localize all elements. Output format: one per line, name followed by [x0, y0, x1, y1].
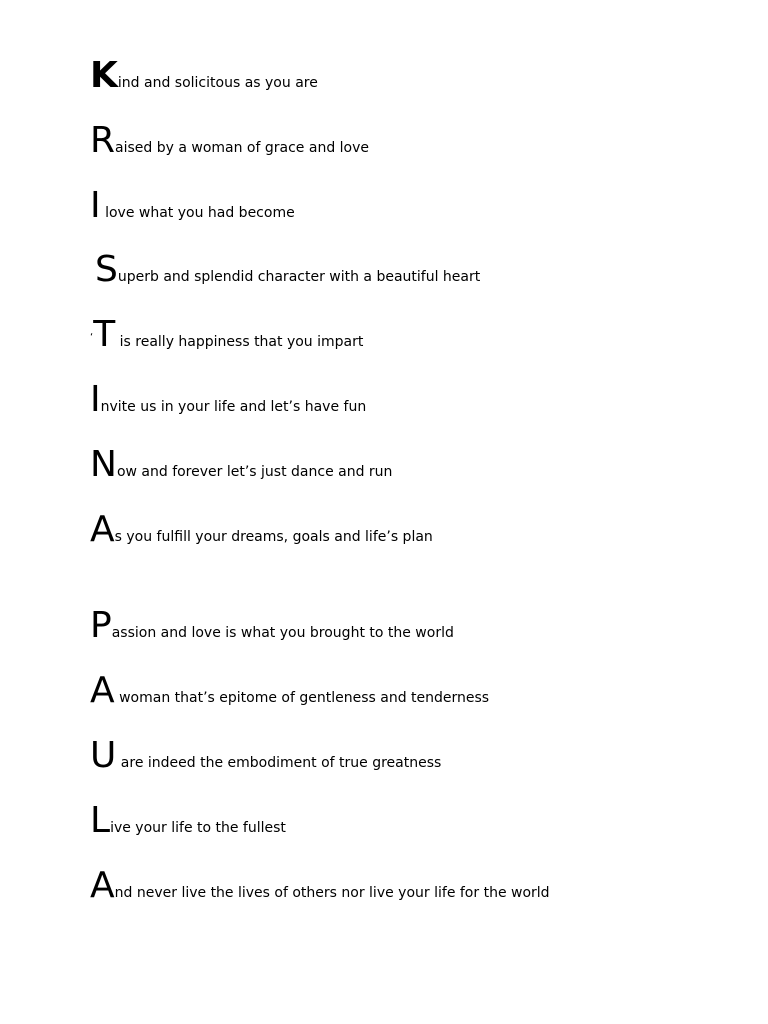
acrostic-initial: I: [90, 379, 101, 420]
line-text: assion and love is what you brought to the world: [111, 625, 454, 641]
line-text: ive your life to the fullest: [110, 820, 286, 836]
acrostic-initial: S: [95, 249, 118, 290]
poem-line-l: [90, 800, 286, 841]
line-text: aised by a woman of grace and love: [115, 140, 370, 156]
line-text: ind and solicitous as you are: [117, 75, 318, 91]
acrostic-initial: K: [90, 55, 118, 96]
poem-line-a2: [90, 670, 490, 711]
acrostic-initial: L: [90, 800, 111, 841]
poem-line-i2: [90, 379, 367, 420]
poem-line-s: [90, 249, 481, 290]
acrostic-initial: A: [90, 865, 115, 906]
poem-line-r: [90, 120, 370, 161]
line-text: uperb and splendid character with a beautiful heart: [117, 269, 481, 285]
acrostic-initial: T: [93, 314, 116, 355]
acrostic-initial: U: [90, 735, 117, 776]
line-text: are indeed the embodiment of true greatness: [116, 755, 442, 771]
acrostic-initial: A: [90, 509, 115, 550]
poem-line-a3: [90, 865, 550, 906]
acrostic-initial: N: [90, 444, 117, 485]
acrostic-initial: I: [90, 185, 101, 226]
apostrophe-mark: ‘: [90, 332, 94, 343]
poem-line-i: [90, 185, 295, 226]
poem-line-p: [90, 605, 454, 646]
poem-line-a: [90, 509, 433, 550]
line-text: is really happiness that you impart: [115, 334, 364, 350]
acrostic-initial: A: [90, 670, 115, 711]
line-text: love what you had become: [100, 205, 295, 221]
poem-line-n: [90, 444, 393, 485]
line-text: s you fulfill your dreams, goals and life’s plan: [114, 529, 433, 545]
poem-line-u: [90, 735, 442, 776]
poem-line-t: [90, 314, 364, 355]
acrostic-initial: R: [90, 120, 116, 161]
line-text: woman that’s epitome of gentleness and tenderness: [114, 690, 490, 706]
acrostic-initial: P: [90, 605, 112, 646]
line-text: ow and forever let’s just dance and run: [116, 464, 393, 480]
line-text: nvite us in your life and let’s have fun: [100, 399, 367, 415]
line-text: nd never live the lives of others nor live your life for the world: [114, 885, 550, 901]
poem-line-k: [90, 55, 318, 96]
